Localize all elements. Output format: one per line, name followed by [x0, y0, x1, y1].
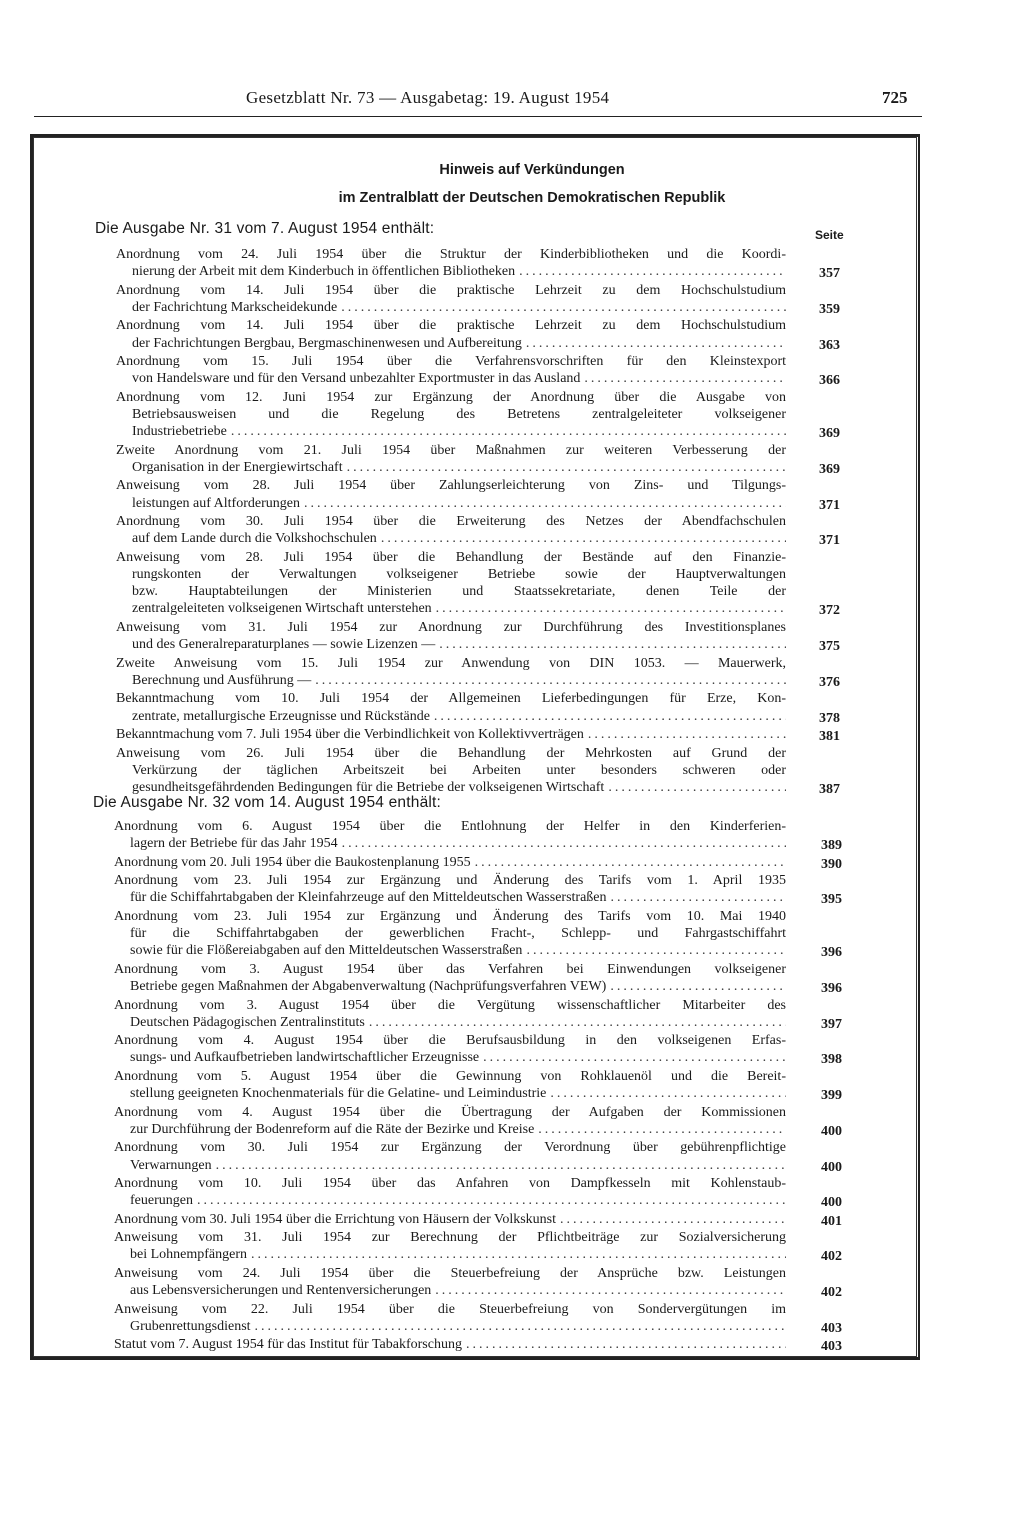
entry-line: [132, 423, 786, 440]
entry-page-number: 381: [819, 729, 840, 744]
entry-line: Verkürzung der täglichen Arbeitszeit bei Arbeiten unter besonders schweren oder: [132, 762, 786, 778]
entry-page-number: 396: [821, 945, 842, 961]
leader-dots: [197, 1192, 786, 1209]
entry-page-number: 389: [821, 838, 842, 854]
entry-line: Anweisung vom 26. Juli 1954 über die Behandlung der Mehrkosten auf Grund der: [116, 745, 786, 761]
header-title: Gesetzblatt Nr. 73 — Ausgabetag: 19. August 1954: [246, 88, 610, 107]
leader-dots: [560, 1211, 786, 1228]
entry-text: Organisation in der Energiewirtschaft: [132, 459, 343, 475]
entry-page-number: 371: [819, 533, 840, 549]
entry-text: Deutschen Pädagogischen Zentralinstituts: [130, 1014, 365, 1030]
entry-line: Anordnung vom 23. Juli 1954 zur Ergänzung und Änderung des Tarifs vom 10. Mai 1940: [114, 908, 786, 924]
entry-line: [132, 708, 786, 725]
entry-line: [132, 672, 786, 689]
leader-dots: [439, 636, 786, 653]
entry-text: aus Lebensversicherungen und Rentenversicherungen: [130, 1283, 432, 1299]
entry-line: [130, 1282, 786, 1299]
entry-text: nierung der Arbeit mit dem Kinderbuch in öffentlichen Bibliotheken: [132, 264, 516, 280]
entry-line: Betriebsausweisen und die Regelung des Betretens zentralgeleiteter volkseigener: [132, 407, 786, 422]
entry-line: Anweisung vom 31. Juli 1954 zur Anordnung zur Durchführung des Investitionsplanes: [116, 619, 786, 635]
entry-line: [132, 299, 786, 316]
leader-dots: [550, 1085, 786, 1102]
entry-page-number: 402: [821, 1285, 842, 1301]
leader-dots: [608, 779, 786, 796]
entry-text: Grubenrettungsdienst: [130, 1318, 251, 1334]
entry-line: Anordnung vom 5. August 1954 über die Gewinnung von Rohklauenöl und die Bereit-: [114, 1068, 786, 1084]
entry-line: Anordnung vom 30. Juli 1954 über die Erweiterung des Netzes der Abendfachschulen: [116, 514, 786, 530]
entry-page-number: 378: [819, 710, 840, 726]
entry-line: bzw. Hauptabteilungen der Ministerien und Staatssekretariate, denen Teile der: [132, 584, 786, 600]
entry-page-number: 402: [821, 1249, 842, 1265]
page-header: [0, 88, 1024, 116]
entry-page-number: 369: [819, 461, 840, 477]
entry-page-number: 369: [819, 426, 840, 442]
page-column-label: Seite: [815, 228, 844, 242]
entry-line: [130, 1121, 786, 1138]
entry-text: Betriebe gegen Maßnahmen der Abgabenverwaltung (Nachprüfungsverfahren VEW): [130, 979, 607, 994]
entry-line: [132, 459, 786, 476]
leader-dots: [588, 726, 786, 743]
leader-dots: [304, 495, 786, 512]
entry-text: Berechnung und Ausführung —: [132, 672, 312, 688]
entry-line: Anweisung vom 28. Juli 1954 über die Behandlung der Bestände auf den Finanzie-: [116, 549, 786, 565]
entry-line: Anordnung vom 10. Juli 1954 über das Anfahren von Dampfkesseln mit Kohlenstaub-: [114, 1176, 786, 1191]
leader-dots: [251, 1246, 786, 1263]
entry-page-number: 359: [819, 301, 840, 317]
leader-dots: [342, 835, 786, 852]
entry-line: [132, 495, 786, 512]
entry-line: [130, 889, 786, 906]
page-number: 725: [882, 88, 908, 107]
entry-text: Verwarnungen: [130, 1157, 212, 1173]
entry-page-number: 400: [821, 1159, 842, 1175]
entry-text: und des Generalreparaturplanes — sowie Lizenzen —: [132, 637, 436, 653]
entry-line: [132, 263, 786, 280]
entry-line: [114, 1336, 786, 1353]
entry-page-number: 397: [821, 1016, 842, 1032]
entry-line: [114, 1211, 786, 1228]
entry-text: leistungen auf Altforderungen: [132, 495, 300, 511]
entry-text: zentrate, metallurgische Erzeugnisse und Rückstände: [132, 708, 430, 724]
entry-line: Anweisung vom 22. Juli 1954 über die Steuerbefreiung von Sondervergütungen im: [114, 1301, 786, 1317]
leader-dots: [347, 459, 786, 476]
entry-text: lagern der Betriebe für das Jahr 1954: [130, 836, 338, 852]
entry-text: Industriebetriebe: [132, 424, 227, 440]
leader-dots: [255, 1318, 786, 1335]
issue-heading: Die Ausgabe Nr. 32 vom 14. August 1954 enthält:: [93, 794, 442, 811]
leader-dots: [315, 672, 786, 689]
entry-page-number: 403: [821, 1339, 842, 1355]
entry-page-number: 376: [819, 674, 840, 690]
entry-line: [116, 726, 786, 743]
leader-dots: [435, 1282, 786, 1299]
entry-line: Anordnung vom 6. August 1954 über die Entlohnung der Helfer in den Kinderferien-: [114, 819, 786, 834]
entry-text: auf dem Lande durch die Volkshochschulen: [132, 531, 377, 547]
entry-text: sungs- und Aufkaufbetrieben landwirtschaftlicher Erzeugnisse: [130, 1050, 480, 1066]
entry-line: [132, 530, 786, 547]
entry-page-number: 401: [821, 1213, 842, 1229]
leader-dots: [519, 263, 786, 280]
entry-line: [132, 636, 786, 653]
entry-line: Anordnung vom 14. Juli 1954 über die praktische Lehrzeit zu dem Hochschulstudium: [116, 318, 786, 334]
entry-text: der Fachrichtung Markscheidekunde: [132, 299, 338, 315]
entry-text: zur Durchführung der Bodenreform auf die Räte der Bezirke und Kreise: [130, 1121, 535, 1137]
issue-heading: Die Ausgabe Nr. 31 vom 7. August 1954 enthält:: [95, 220, 435, 237]
entry-text: stellung geeigneten Knochenmaterials für die Gelatine- und Leimindustrie: [130, 1086, 547, 1102]
entry-line: [132, 335, 786, 352]
leader-dots: [216, 1157, 786, 1174]
entry-line: Zweite Anordnung vom 21. Juli 1954 über Maßnahmen zur weiteren Verbesserung der: [116, 442, 786, 458]
entry-line: Anordnung vom 24. Juli 1954 über die Struktur der Kinderbibliotheken und die Koordi-: [116, 247, 786, 262]
entry-line: Zweite Anweisung vom 15. Juli 1954 zur Anwendung von DIN 1053. — Mauerwerk,: [116, 655, 786, 671]
entry-line: [130, 1157, 786, 1174]
entry-line: Anordnung vom 4. August 1954 über die Übertragung der Aufgaben der Kommissionen: [114, 1104, 786, 1120]
entry-text: Bekanntmachung vom 7. Juli 1954 über die Verbindlichkeit von Kollektivverträgen: [116, 727, 584, 742]
entry-page-number: 357: [819, 266, 840, 282]
entry-line: Anordnung vom 3. August 1954 über das Verfahren bei Einwendungen volkseigener: [114, 961, 786, 977]
entry-line: Anordnung vom 14. Juli 1954 über die praktische Lehrzeit zu dem Hochschulstudium: [116, 282, 786, 298]
entry-line: [130, 1192, 786, 1209]
entry-page-number: 399: [821, 1088, 842, 1104]
notice-subheading: im Zentralblatt der Deutschen Demokratischen Republik: [338, 190, 726, 206]
entry-page-number: 390: [821, 856, 842, 872]
leader-dots: [610, 978, 786, 995]
entry-line: [130, 1085, 786, 1102]
leader-dots: [369, 1014, 786, 1031]
entry-line: Anordnung vom 15. Juli 1954 über die Verfahrensvorschriften für den Kleinstexport: [116, 354, 786, 370]
entry-line: Anordnung vom 12. Juni 1954 zur Ergänzung der Anordnung über die Ausgabe von: [116, 389, 786, 405]
entry-line: Anordnung vom 23. Juli 1954 zur Ergänzung und Änderung des Tarifs vom 1. April 1935: [114, 873, 786, 889]
entry-line: [130, 835, 786, 852]
entry-page-number: 400: [821, 1195, 842, 1211]
entry-text: feuerungen: [130, 1193, 193, 1209]
leader-dots: [538, 1121, 786, 1138]
leader-dots: [611, 889, 787, 906]
entry-text: bei Lohnempfängern: [130, 1247, 248, 1263]
entry-page-number: 366: [819, 373, 840, 389]
entry-line: rungskonten der Verwaltungen volkseigener Betriebe sowie der Hauptverwaltungen: [132, 567, 786, 582]
entry-page-number: 398: [821, 1052, 842, 1068]
entry-page-number: 363: [819, 337, 840, 353]
entry-line: Bekanntmachung vom 10. Juli 1954 der Allgemeinen Lieferbedingungen für Erze, Kon-: [116, 691, 786, 707]
entry-line: [130, 978, 786, 995]
entry-text: der Fachrichtungen Bergbau, Bergmaschinenwesen und Aufbereitung: [132, 335, 522, 351]
entry-text: Anordnung vom 30. Juli 1954 über die Errichtung von Häusern der Volkskunst: [114, 1211, 556, 1227]
entry-line: Anweisung vom 31. Juli 1954 zur Berechnung der Pflichtbeiträge zur Sozialversicherung: [114, 1230, 786, 1246]
leader-dots: [231, 423, 786, 440]
entry-page-number: 396: [821, 981, 842, 996]
entry-line: Anordnung vom 30. Juli 1954 zur Ergänzung der Verordnung über gebührenpflichtige: [114, 1140, 786, 1156]
entry-line: [130, 1318, 786, 1335]
leader-dots: [434, 708, 786, 725]
entry-page-number: 372: [819, 603, 840, 619]
leader-dots: [584, 370, 786, 387]
entry-text: sowie für die Flößereiabgaben auf den Mitteldeutschen Wasserstraßen: [130, 943, 523, 959]
entry-line: Anordnung vom 3. August 1954 über die Vergütung wissenschaftlicher Mitarbeiter des: [114, 997, 786, 1013]
entry-line: für die Schiffahrtabgaben der gewerblichen Fracht-, Schlepp- und Fahrgastschiffahrt: [130, 926, 786, 942]
leader-dots: [475, 854, 786, 871]
leader-dots: [436, 600, 786, 617]
entry-line: [132, 370, 786, 387]
entry-line: Anweisung vom 24. Juli 1954 über die Steuerbefreiung der Ansprüche bzw. Leistungen: [114, 1265, 786, 1281]
entry-line: [130, 942, 786, 959]
entry-line: [130, 1246, 786, 1263]
leader-dots: [381, 530, 786, 547]
entry-page-number: 371: [819, 497, 840, 513]
entry-page-number: 400: [821, 1123, 842, 1139]
entry-page-number: 403: [821, 1320, 842, 1336]
leader-dots: [341, 299, 786, 316]
entry-text: zentralgeleiteten volkseigenen Wirtschaft unterstehen: [132, 601, 432, 617]
entry-line: [130, 1049, 786, 1066]
entry-text: Anordnung vom 20. Juli 1954 über die Baukostenplanung 1955: [114, 854, 471, 870]
entry-text: für die Schiffahrtabgaben der Kleinfahrzeuge auf den Mitteldeutschen Wasserstraßen: [130, 890, 607, 906]
entry-line: Anordnung vom 4. August 1954 über die Berufsausbildung in den volkseigenen Erfas-: [114, 1033, 786, 1049]
leader-dots: [526, 942, 786, 959]
entry-line: [132, 600, 786, 617]
leader-dots: [483, 1049, 786, 1066]
entry-line: Anweisung vom 28. Juli 1954 über Zahlungserleichterung von Zins- und Tilgungs-: [116, 478, 786, 494]
leader-dots: [466, 1336, 786, 1353]
entry-text: von Handelsware und für den Versand unbezahlter Exportmuster in das Ausland: [132, 371, 581, 387]
entry-text: gesundheitsgefährdenden Bedingungen für die Betriebe der volkseigenen Wirtschaft: [132, 779, 605, 795]
entry-page-number: 375: [819, 639, 840, 655]
entry-line: [114, 854, 786, 871]
entry-page-number: 387: [819, 781, 840, 797]
entry-line: [130, 1014, 786, 1031]
entry-page-number: 395: [821, 892, 842, 908]
entry-text: Statut vom 7. August 1954 für das Institut für Tabakforschung: [114, 1337, 462, 1353]
header-rule: [34, 116, 922, 117]
notice-heading: Hinweis auf Verkündungen: [439, 162, 625, 178]
leader-dots: [526, 335, 786, 352]
